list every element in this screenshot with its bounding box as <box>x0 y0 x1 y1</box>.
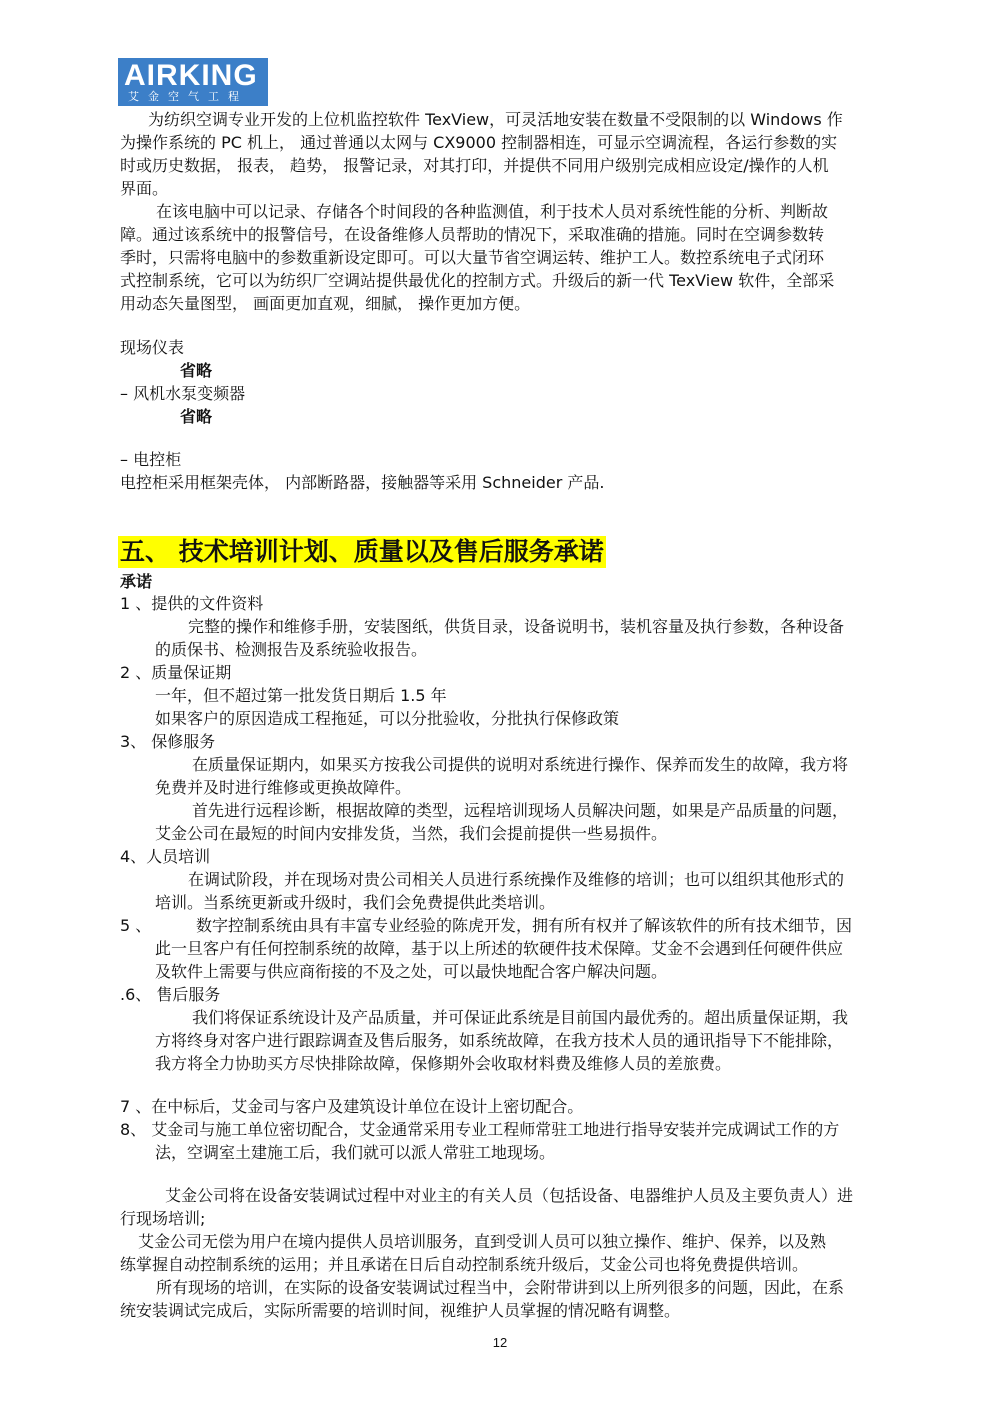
text-line: 承诺 <box>120 572 153 591</box>
text-line: 电控柜采用框架壳体， 内部断路器，接触器等采用 Schneider 产品. <box>120 473 605 492</box>
text-line: 式控制系统，它可以为纺织厂空调站提供最优化的控制方式。升级后的新一代 TexView 软件，全部采 <box>120 271 835 290</box>
text-line: – 风机水泵变频器 <box>120 384 246 403</box>
text-line: 一年，但不超过第一批发货日期后 1.5 年 <box>155 686 447 705</box>
text-line: 完整的操作和维修手册，安装图纸，供货目录，设备说明书，装机容量及执行参数，各种设备 <box>188 617 845 636</box>
text-line: 的质保书、检测报告及系统验收报告。 <box>155 640 428 659</box>
text-line: 障。通过该系统中的报警信号，在设备维修人员帮助的情况下，采取准确的措施。同时在空调参数转 <box>120 225 825 244</box>
company-logo <box>118 58 268 106</box>
text-line: 法，空调室土建施工后，我们就可以派人常驻工地现场。 <box>155 1143 556 1162</box>
text-line: .6、 售后服务 <box>120 985 221 1004</box>
text-line: 8、 艾金司与施工单位密切配合，艾金通常采用专业工程师常驻工地进行指导安装并完成调试工作的方 <box>120 1120 840 1139</box>
text-line: 1 、提供的文件资料 <box>120 594 264 613</box>
text-line: 4、人员培训 <box>120 847 211 866</box>
text-line: 方将终身对客户进行跟踪调查及售后服务，如系统故障，在我方技术人员的通讯指导下不能排除， <box>155 1031 844 1050</box>
section-heading: 五、 技术培训计划、质量以及售后服务承诺 <box>120 537 604 566</box>
text-line: 7 、在中标后，艾金司与客户及建筑设计单位在设计上密切配合。 <box>120 1097 584 1116</box>
text-line: 免费并及时进行维修或更换故障件。 <box>155 778 412 797</box>
text-line: 艾金公司将在设备安装调试过程中对业主的有关人员（包括设备、电器维护人员及主要负责人）进 <box>165 1186 854 1205</box>
text-line: 时或历史数据， 报表， 趋势， 报警记录，对其打印，并提供不同用户级别完成相应设定/操作的人机 <box>120 156 829 175</box>
text-line: 在该电脑中可以记录、存储各个时间段的各种监测值，利于技术人员对系统性能的分析、判断故 <box>156 202 829 221</box>
text-line: 艾金公司无偿为用户在境内提供人员培训服务，直到受训人员可以独立操作、维护、保养，以及熟 <box>138 1232 827 1251</box>
text-line: 统安装调试完成后，实际所需要的培训时间，视维护人员掌握的情况略有调整。 <box>120 1301 681 1320</box>
text-line: 省略 <box>180 407 213 426</box>
text-line: 艾金公司在最短的时间内安排发货，当然，我们会提前提供一些易损件。 <box>155 824 668 843</box>
text-line: 所有现场的培训，在实际的设备安装调试过程当中，会附带讲到以上所列很多的问题，因此，在系 <box>156 1278 845 1297</box>
text-line: 季时，只需将电脑中的参数重新设定即可。可以大量节省空调运转、维护工人。数控系统电子式闭环 <box>120 248 825 267</box>
page-number: 12 <box>492 1335 508 1350</box>
text-line: 培训。当系统更新或升级时，我们会免费提供此类培训。 <box>155 893 556 912</box>
text-line: 我方将全力协助买方尽快排除故障，保修期外会收取材料费及维修人员的差旅费。 <box>155 1054 732 1073</box>
text-line: 如果客户的原因造成工程拖延，可以分批验收，分批执行保修政策 <box>155 709 620 728</box>
text-line: 在质量保证期内，如果买方按我公司提供的说明对系统进行操作、保养而发生的故障，我方将 <box>192 755 849 774</box>
logo-chinese-text: 艾金空气工程 <box>128 90 248 103</box>
text-line: 为纺织空调专业开发的上位机监控软件 TexView，可灵活地安装在数量不受限制的以 Windows 作 <box>148 110 843 129</box>
text-line: 界面。 <box>120 179 169 198</box>
text-line: 在调试阶段，并在现场对贵公司相关人员进行系统操作及维修的培训；也可以组织其他形式的 <box>188 870 845 889</box>
text-line: 3、 保修服务 <box>120 732 216 751</box>
text-line: 此一旦客户有任何控制系统的故障，基于以上所述的软硬件技术保障。艾金不会遇到任何硬件供应 <box>155 939 844 958</box>
text-line: 练掌握自动控制系统的运用；并且承诺在日后自动控制系统升级后，艾金公司也将免费提供培训。 <box>120 1255 809 1274</box>
text-line: 首先进行远程诊断，根据故障的类型，远程培训现场人员解决问题，如果是产品质量的问题， <box>192 801 849 820</box>
text-line: 行现场培训; <box>120 1209 206 1228</box>
text-line: 为操作系统的 PC 机上， 通过普通以太网与 CX9000 控制器相连，可显示空调流程，各运行参数的实 <box>120 133 838 152</box>
text-line: 省略 <box>180 361 213 380</box>
text-line: 数字控制系统由具有丰富专业经验的陈虎开发，拥有所有权并了解该软件的所有技术细节，因 <box>196 916 853 935</box>
text-line: – 电控柜 <box>120 450 182 469</box>
logo-brand-text: AIRKING <box>124 59 258 92</box>
text-line: 用动态矢量图型， 画面更加直观，细腻， 操作更加方便。 <box>120 294 531 313</box>
text-line: 现场仪表 <box>120 338 185 357</box>
text-line: 及软件上需要与供应商衔接的不及之处，可以最快地配合客户解决问题。 <box>155 962 668 981</box>
text-line: 2 、质量保证期 <box>120 663 232 682</box>
text-line: 我们将保证系统设计及产品质量，并可保证此系统是目前国内最优秀的。超出质量保证期，我 <box>192 1008 849 1027</box>
text-line: 5 、 <box>120 916 152 935</box>
